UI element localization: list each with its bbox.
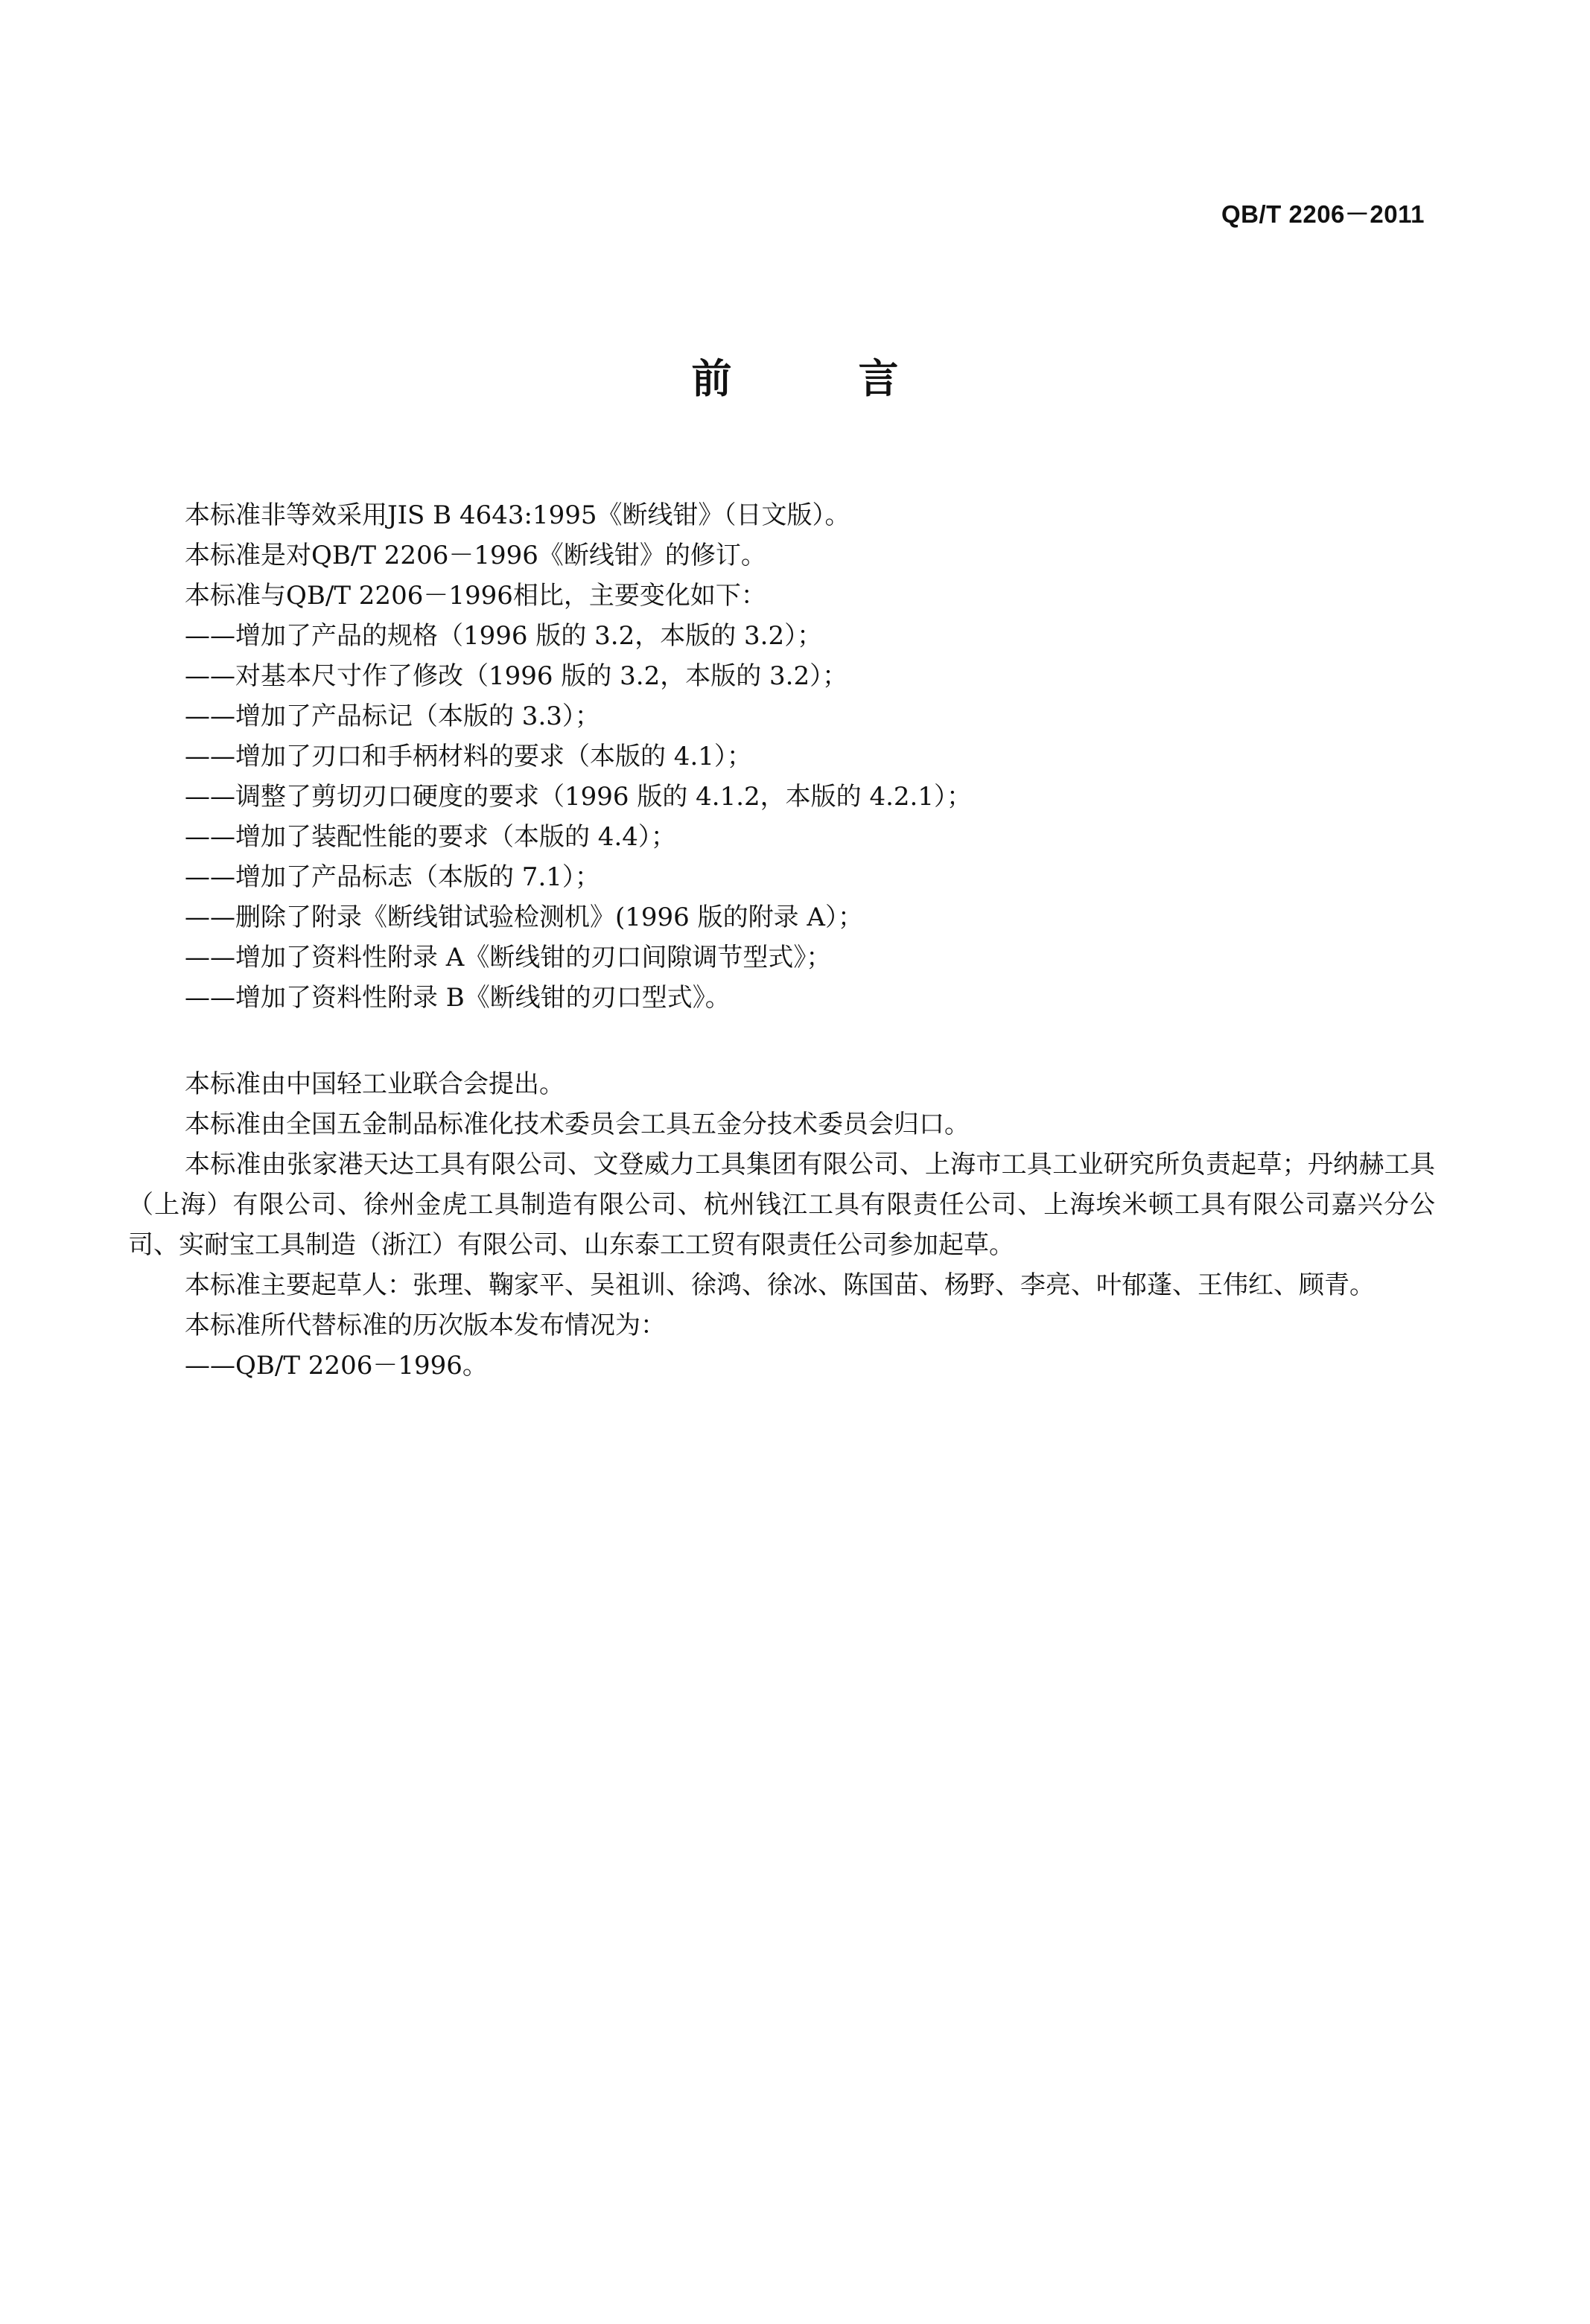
main-drafters: 本标准主要起草人：张理、鞠家平、吴祖训、徐鸿、徐冰、陈国苗、杨野、李亮、叶郁蓬、王伟红、顾青。	[185, 1270, 1375, 1300]
revision-statement: 本标准是对QB/T 2206－1996《断线钳》的修订。	[185, 541, 766, 570]
change-item: ——增加了装配性能的要求（本版的 4.4）；	[185, 822, 676, 852]
changes-list	[128, 616, 1435, 1018]
proposed-by: 本标准由中国轻工业联合会提出。	[185, 1069, 565, 1099]
change-item: ——增加了资料性附录 A《断线钳的刃口间隙调节型式》；	[185, 943, 832, 972]
section-gap	[128, 1018, 1435, 1064]
foreword-body	[128, 495, 1435, 1386]
history-intro: 本标准所代替标准的历次版本发布情况为：	[185, 1311, 666, 1340]
drafting-units: 本标准由张家港天达工具有限公司、文登威力工具集团有限公司、上海市工具工业研究所负责起草；丹纳赫工具（上海）有限公司、徐州金虎工具制造有限公司、杭州钱江工具有限责任公司、上海埃米顿工具有限公司嘉兴分公司、实耐宝工具制造（浙江）有限公司、山东泰工工贸有限责任公司参加起草。	[128, 1150, 1435, 1260]
change-item: ——增加了刃口和手柄材料的要求（本版的 4.1）；	[185, 742, 752, 771]
change-item: ——增加了产品标记（本版的 3.3）；	[185, 701, 600, 731]
changes-intro: 本标准与QB/T 2206－1996相比，主要变化如下：	[185, 581, 766, 611]
change-item: ——对基本尺寸作了修改（1996 版的 3.2，本版的 3.2）；	[185, 661, 848, 691]
change-item: ——调整了剪切刃口硬度的要求（1996 版的 4.1.2，本版的 4.2.1）；	[185, 782, 972, 812]
change-item: ——删除了附录《断线钳试验检测机》(1996 版的附录 A）；	[185, 902, 863, 932]
adoption-statement: 本标准非等效采用JIS B 4643:1995《断线钳》（日文版）。	[185, 500, 850, 530]
page-title: 前 言	[691, 355, 942, 402]
change-item: ——增加了资料性附录 B《断线钳的刃口型式》。	[185, 983, 731, 1013]
history-item: ——QB/T 2206－1996。	[185, 1351, 488, 1381]
change-item: ——增加了产品标志（本版的 7.1）；	[185, 862, 600, 892]
centralized-by: 本标准由全国五金制品标准化技术委员会工具五金分技术委员会归口。	[185, 1110, 970, 1139]
change-item: ——增加了产品的规格（1996 版的 3.2，本版的 3.2）；	[185, 621, 823, 651]
standard-code-header: QB/T 2206－2011	[1221, 200, 1425, 228]
